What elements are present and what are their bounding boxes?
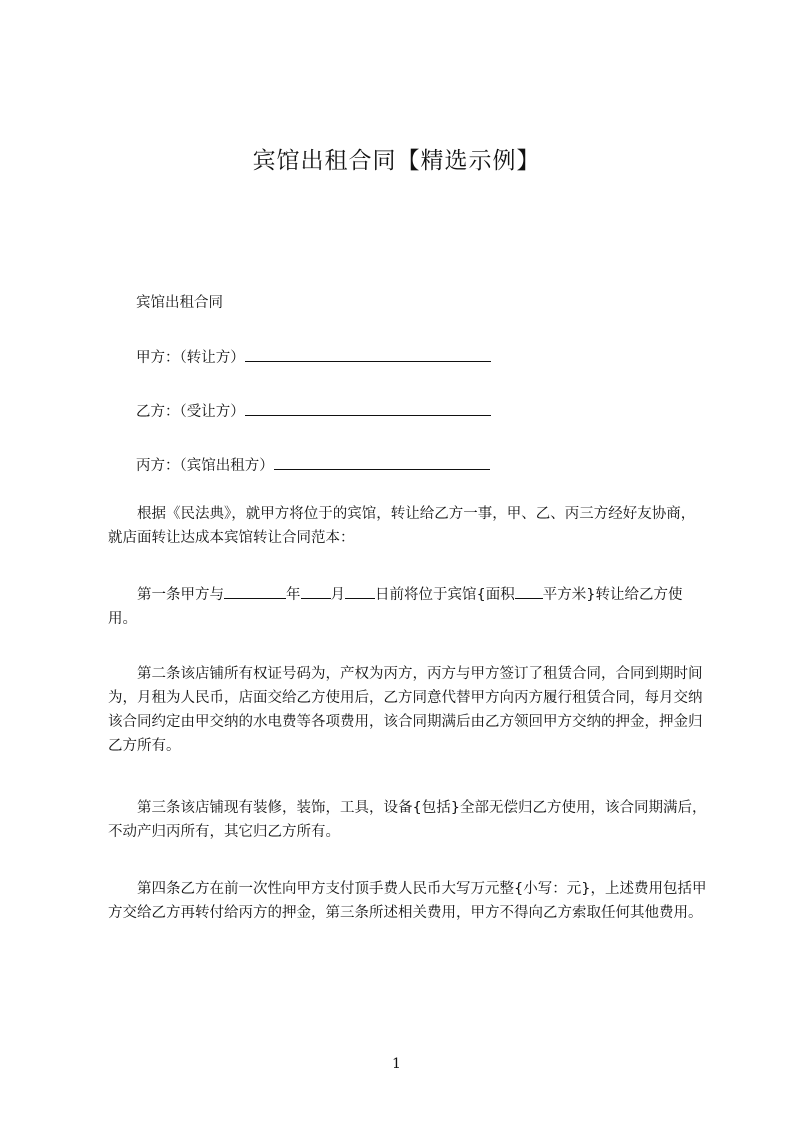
- party-a-blank: [245, 347, 491, 362]
- party-c-blank: [274, 455, 490, 470]
- subtitle: 宾馆出租合同: [136, 295, 223, 311]
- article-1-part3: 月: [330, 587, 345, 603]
- year-blank: [224, 584, 286, 599]
- article-1-text: [108, 583, 708, 631]
- party-c-label: 丙方：（宾馆出租方）: [136, 458, 274, 474]
- article-3-text: 第三条该店铺现有装修，装饰，工具，设备{包括}全部无偿归乙方使用，该合同期满后，不动产归丙所有，其它归乙方所有。: [108, 800, 707, 840]
- article-1-part2: 年: [286, 587, 301, 603]
- article-1-part4: 日前将位于宾馆{面积: [375, 587, 515, 603]
- party-c-line: [136, 454, 490, 475]
- page-number: 1: [392, 1056, 401, 1072]
- article-1-part5: 平方米}转让给乙方使用。: [108, 587, 683, 627]
- party-b-label: 乙方：（受让方）: [136, 404, 245, 420]
- article-2: [108, 662, 708, 758]
- article-2-text: 第二条该店铺所有权证号码为，产权为丙方，丙方与甲方签订了租赁合同，合同到期时间为，月租为人民币，店面交给乙方使用后，乙方同意代替甲方向丙方履行租赁合同，每月交纳该合同约定由甲交纳的水电费等各项费用，该合同期满后由乙方领回甲方交纳的押金，押金归乙方所有。: [108, 666, 703, 754]
- article-4: [108, 877, 708, 925]
- intro-text: 根据《民法典》，就甲方将位于的宾馆，转让给乙方一事，甲、乙、丙三方经好友协商，就店面转让达成本宾馆转让合同范本：: [108, 506, 696, 546]
- day-blank: [345, 584, 375, 599]
- article-4-text: 第四条乙方在前一次性向甲方支付顶手费人民币大写万元整{小写：元}，上述费用包括甲方交给乙方再转付给丙方的押金，第三条所述相关费用，甲方不得向乙方索取任何其他费用。: [108, 881, 707, 921]
- document-title: 宾馆出租合同【精选示例】: [252, 148, 541, 174]
- intro-paragraph: [108, 502, 708, 550]
- area-blank: [515, 584, 543, 599]
- article-1: [108, 583, 708, 631]
- party-b-line: [136, 400, 491, 421]
- party-a-label: 甲方：（转让方）: [136, 350, 245, 366]
- party-a-line: [136, 346, 491, 367]
- month-blank: [301, 584, 331, 599]
- party-b-blank: [245, 401, 491, 416]
- article-3: [108, 796, 708, 844]
- article-1-part1: 第一条甲方与: [137, 587, 224, 603]
